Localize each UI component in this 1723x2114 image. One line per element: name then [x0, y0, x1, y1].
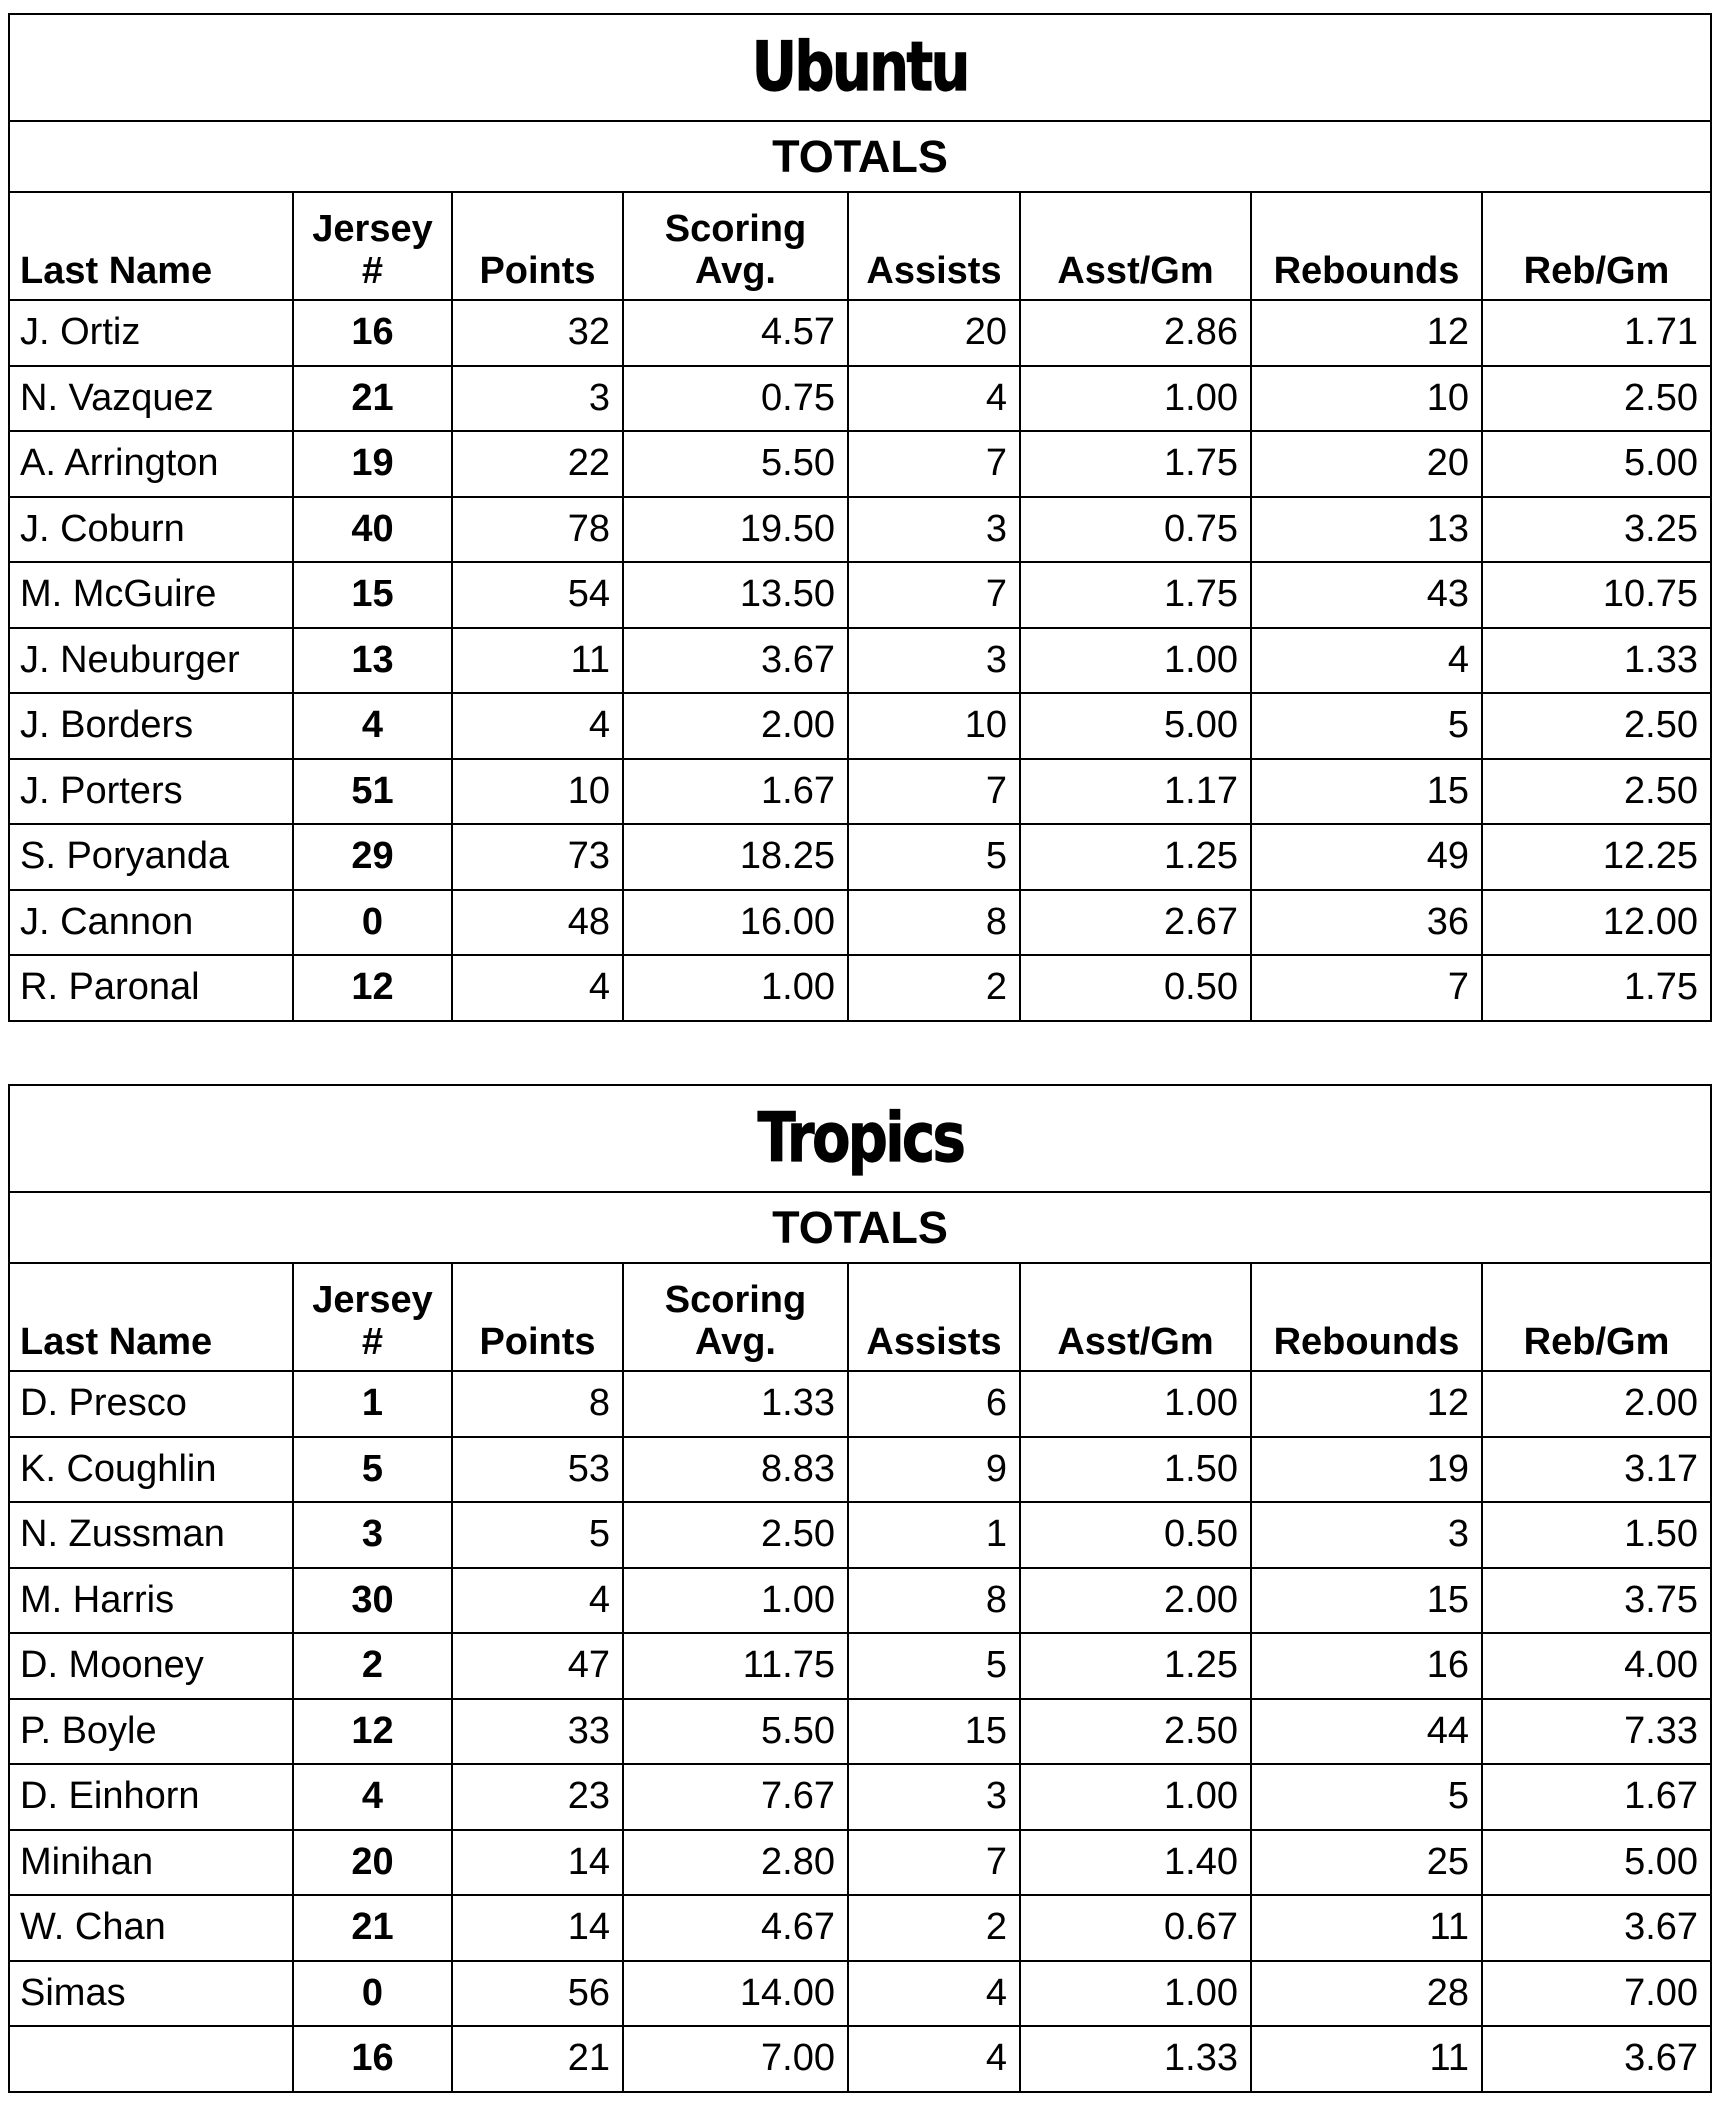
points-cell: 32	[452, 300, 623, 366]
jersey-number-cell: 13	[293, 628, 452, 694]
rebounds-per-game-cell: 2.50	[1482, 759, 1711, 825]
column-header-text: Reb/Gm	[1523, 250, 1670, 293]
assists-cell: 6	[848, 1371, 1020, 1437]
assists-cell: 5	[848, 824, 1020, 890]
rebounds-per-game-cell: 3.67	[1482, 2026, 1711, 2092]
assists-per-game-cell: 2.00	[1020, 1568, 1251, 1634]
scoring-avg-cell: 1.33	[623, 1371, 848, 1437]
assists-per-game-cell: 1.00	[1020, 1764, 1251, 1830]
table-row	[9, 955, 1711, 1021]
column-header-text: Reb/Gm	[1523, 1321, 1670, 1364]
jersey-number-cell: 4	[293, 693, 452, 759]
scoring-avg-cell: 1.00	[623, 1568, 848, 1634]
column-header-row	[9, 192, 1711, 300]
jersey-number-cell: 51	[293, 759, 452, 825]
assists-cell: 3	[848, 1764, 1020, 1830]
assists-per-game-cell: 1.00	[1020, 366, 1251, 432]
assists-per-game-cell: 2.86	[1020, 300, 1251, 366]
player-name-cell: P. Boyle	[9, 1699, 293, 1765]
player-name-cell: D. Presco	[9, 1371, 293, 1437]
table-row	[9, 628, 1711, 694]
column-header-text: #	[361, 250, 384, 293]
column-header-assists-per-game	[1020, 1263, 1251, 1371]
points-cell: 10	[452, 759, 623, 825]
assists-cell: 7	[848, 431, 1020, 497]
column-header-rebounds-per-game	[1482, 192, 1711, 300]
rebounds-cell: 49	[1251, 824, 1482, 890]
assists-per-game-cell: 1.00	[1020, 1371, 1251, 1437]
jersey-number-cell: 40	[293, 497, 452, 563]
column-header-row	[9, 1263, 1711, 1371]
scoring-avg-cell: 4.67	[623, 1895, 848, 1961]
jersey-number-cell: 0	[293, 1961, 452, 2027]
assists-per-game-cell: 0.50	[1020, 955, 1251, 1021]
assists-per-game-cell: 1.50	[1020, 1437, 1251, 1503]
table-row	[9, 1568, 1711, 1634]
points-cell: 48	[452, 890, 623, 956]
points-cell: 78	[452, 497, 623, 563]
points-cell: 47	[452, 1633, 623, 1699]
rebounds-cell: 11	[1251, 1895, 1482, 1961]
rebounds-per-game-cell: 5.00	[1482, 431, 1711, 497]
jersey-number-cell: 4	[293, 1764, 452, 1830]
assists-cell: 4	[848, 366, 1020, 432]
scoring-avg-cell: 2.00	[623, 693, 848, 759]
column-header-text: Points	[479, 1321, 596, 1364]
column-header-text: #	[361, 1321, 384, 1364]
rebounds-cell: 4	[1251, 628, 1482, 694]
rebounds-cell: 25	[1251, 1830, 1482, 1896]
team-table-tropics	[8, 1084, 1712, 2093]
player-name-cell: J. Porters	[9, 759, 293, 825]
team-title-cell	[9, 14, 1711, 121]
assists-per-game-cell: 1.40	[1020, 1830, 1251, 1896]
table-row	[9, 693, 1711, 759]
rebounds-cell: 11	[1251, 2026, 1482, 2092]
rebounds-per-game-cell: 1.33	[1482, 628, 1711, 694]
scoring-avg-cell: 4.57	[623, 300, 848, 366]
rebounds-cell: 5	[1251, 693, 1482, 759]
rebounds-cell: 7	[1251, 955, 1482, 1021]
rebounds-per-game-cell: 2.50	[1482, 366, 1711, 432]
jersey-number-cell: 15	[293, 562, 452, 628]
jersey-number-cell: 12	[293, 955, 452, 1021]
points-cell: 56	[452, 1961, 623, 2027]
assists-cell: 7	[848, 562, 1020, 628]
points-cell: 11	[452, 628, 623, 694]
jersey-number-cell: 1	[293, 1371, 452, 1437]
points-cell: 33	[452, 1699, 623, 1765]
column-header-text: Asst/Gm	[1057, 250, 1214, 293]
assists-per-game-cell: 5.00	[1020, 693, 1251, 759]
jersey-number-cell: 5	[293, 1437, 452, 1503]
table-row	[9, 1699, 1711, 1765]
team-title: Ubuntu	[751, 28, 969, 107]
rebounds-per-game-cell: 1.67	[1482, 1764, 1711, 1830]
column-header-scoring-avg	[623, 192, 848, 300]
rebounds-cell: 44	[1251, 1699, 1482, 1765]
assists-cell: 4	[848, 1961, 1020, 2027]
player-name-cell: R. Paronal	[9, 955, 293, 1021]
rebounds-cell: 20	[1251, 431, 1482, 497]
rebounds-per-game-cell: 3.17	[1482, 1437, 1711, 1503]
player-name-cell: J. Cannon	[9, 890, 293, 956]
player-name-cell: D. Einhorn	[9, 1764, 293, 1830]
table-row	[9, 1830, 1711, 1896]
assists-per-game-cell: 1.00	[1020, 628, 1251, 694]
assists-per-game-cell: 2.67	[1020, 890, 1251, 956]
assists-cell: 3	[848, 628, 1020, 694]
assists-cell: 7	[848, 1830, 1020, 1896]
table-row	[9, 759, 1711, 825]
player-name-cell: J. Coburn	[9, 497, 293, 563]
column-header-rebounds	[1251, 1263, 1482, 1371]
jersey-number-cell: 0	[293, 890, 452, 956]
rebounds-per-game-cell: 1.71	[1482, 300, 1711, 366]
scoring-avg-cell: 1.67	[623, 759, 848, 825]
assists-cell: 10	[848, 693, 1020, 759]
assists-per-game-cell: 0.50	[1020, 1502, 1251, 1568]
table-row	[9, 497, 1711, 563]
assists-per-game-cell: 2.50	[1020, 1699, 1251, 1765]
points-cell: 23	[452, 1764, 623, 1830]
table-row	[9, 890, 1711, 956]
team-table-ubuntu	[8, 13, 1712, 1022]
player-name-cell: K. Coughlin	[9, 1437, 293, 1503]
column-header-scoring-avg	[623, 1263, 848, 1371]
column-header-points	[452, 1263, 623, 1371]
jersey-number-cell: 19	[293, 431, 452, 497]
column-header-assists-per-game	[1020, 192, 1251, 300]
points-cell: 8	[452, 1371, 623, 1437]
scoring-avg-cell: 3.67	[623, 628, 848, 694]
rebounds-cell: 43	[1251, 562, 1482, 628]
column-header-text: Assists	[866, 250, 1002, 293]
player-name-cell: J. Borders	[9, 693, 293, 759]
column-header-player-name	[9, 1263, 293, 1371]
column-header-text: Avg.	[695, 1321, 776, 1364]
player-name-cell: N. Vazquez	[9, 366, 293, 432]
rebounds-per-game-cell: 12.00	[1482, 890, 1711, 956]
rebounds-cell: 12	[1251, 300, 1482, 366]
rebounds-cell: 16	[1251, 1633, 1482, 1699]
assists-per-game-cell: 1.75	[1020, 562, 1251, 628]
assists-per-game-cell: 1.33	[1020, 2026, 1251, 2092]
jersey-number-cell: 20	[293, 1830, 452, 1896]
column-header-text: Jersey	[312, 207, 433, 250]
column-header-text: Scoring	[664, 1278, 807, 1321]
column-header-text: Jersey	[312, 1278, 433, 1321]
jersey-number-cell: 30	[293, 1568, 452, 1634]
jersey-number-cell: 3	[293, 1502, 452, 1568]
assists-per-game-cell: 1.25	[1020, 1633, 1251, 1699]
rebounds-per-game-cell: 1.50	[1482, 1502, 1711, 1568]
scoring-avg-cell: 5.50	[623, 1699, 848, 1765]
column-header-assists	[848, 192, 1020, 300]
column-header-text: Scoring	[664, 207, 807, 250]
scoring-avg-cell: 2.80	[623, 1830, 848, 1896]
assists-cell: 2	[848, 955, 1020, 1021]
column-header-rebounds-per-game	[1482, 1263, 1711, 1371]
rebounds-per-game-cell: 7.00	[1482, 1961, 1711, 2027]
rebounds-per-game-cell: 2.50	[1482, 693, 1711, 759]
table-row	[9, 366, 1711, 432]
jersey-number-cell: 16	[293, 300, 452, 366]
assists-cell: 15	[848, 1699, 1020, 1765]
team-title: Tropics	[757, 1099, 963, 1178]
rebounds-cell: 28	[1251, 1961, 1482, 2027]
team-title-cell	[9, 1085, 1711, 1192]
scoring-avg-cell: 5.50	[623, 431, 848, 497]
rebounds-cell: 12	[1251, 1371, 1482, 1437]
assists-per-game-cell: 1.17	[1020, 759, 1251, 825]
rebounds-cell: 13	[1251, 497, 1482, 563]
points-cell: 21	[452, 2026, 623, 2092]
rebounds-cell: 3	[1251, 1502, 1482, 1568]
points-cell: 53	[452, 1437, 623, 1503]
rebounds-cell: 36	[1251, 890, 1482, 956]
jersey-number-cell: 12	[293, 1699, 452, 1765]
scoring-avg-cell: 0.75	[623, 366, 848, 432]
jersey-number-cell: 21	[293, 1895, 452, 1961]
jersey-number-cell: 29	[293, 824, 452, 890]
column-header-text: Avg.	[695, 250, 776, 293]
table-row	[9, 824, 1711, 890]
rebounds-per-game-cell: 2.00	[1482, 1371, 1711, 1437]
totals-label: TOTALS	[9, 121, 1711, 192]
column-header-text: Assists	[866, 1321, 1002, 1364]
player-name-cell: S. Poryanda	[9, 824, 293, 890]
table-row	[9, 2026, 1711, 2092]
assists-per-game-cell: 1.25	[1020, 824, 1251, 890]
jersey-number-cell: 2	[293, 1633, 452, 1699]
points-cell: 14	[452, 1830, 623, 1896]
points-cell: 4	[452, 1568, 623, 1634]
points-cell: 4	[452, 955, 623, 1021]
scoring-avg-cell: 7.67	[623, 1764, 848, 1830]
table-row	[9, 1961, 1711, 2027]
scoring-avg-cell: 13.50	[623, 562, 848, 628]
column-header-jersey-number	[293, 192, 452, 300]
column-header-text: Asst/Gm	[1057, 1321, 1214, 1364]
column-header-text: Points	[479, 250, 596, 293]
rebounds-cell: 10	[1251, 366, 1482, 432]
player-name-cell: A. Arrington	[9, 431, 293, 497]
scoring-avg-cell: 19.50	[623, 497, 848, 563]
points-cell: 5	[452, 1502, 623, 1568]
scoring-avg-cell: 8.83	[623, 1437, 848, 1503]
rebounds-cell: 19	[1251, 1437, 1482, 1503]
player-name-cell: M. Harris	[9, 1568, 293, 1634]
assists-cell: 4	[848, 2026, 1020, 2092]
column-header-jersey-number	[293, 1263, 452, 1371]
scoring-avg-cell: 14.00	[623, 1961, 848, 2027]
assists-cell: 8	[848, 1568, 1020, 1634]
table-row	[9, 1437, 1711, 1503]
scoring-avg-cell: 2.50	[623, 1502, 848, 1568]
table-row	[9, 1895, 1711, 1961]
table-row	[9, 1371, 1711, 1437]
column-header-text: Rebounds	[1273, 250, 1460, 293]
column-header-rebounds	[1251, 192, 1482, 300]
rebounds-per-game-cell: 1.75	[1482, 955, 1711, 1021]
rebounds-per-game-cell: 10.75	[1482, 562, 1711, 628]
scoring-avg-cell: 11.75	[623, 1633, 848, 1699]
player-name-cell: J. Ortiz	[9, 300, 293, 366]
rebounds-per-game-cell: 7.33	[1482, 1699, 1711, 1765]
table-row	[9, 431, 1711, 497]
scoring-avg-cell: 16.00	[623, 890, 848, 956]
assists-cell: 8	[848, 890, 1020, 956]
jersey-number-cell: 16	[293, 2026, 452, 2092]
rebounds-cell: 15	[1251, 759, 1482, 825]
table-row	[9, 300, 1711, 366]
column-header-assists	[848, 1263, 1020, 1371]
table-row	[9, 1502, 1711, 1568]
jersey-number-cell: 21	[293, 366, 452, 432]
points-cell: 4	[452, 693, 623, 759]
assists-per-game-cell: 1.00	[1020, 1961, 1251, 2027]
player-name-cell: M. McGuire	[9, 562, 293, 628]
player-name-cell: W. Chan	[9, 1895, 293, 1961]
rebounds-per-game-cell: 3.67	[1482, 1895, 1711, 1961]
assists-cell: 9	[848, 1437, 1020, 1503]
scoring-avg-cell: 1.00	[623, 955, 848, 1021]
points-cell: 22	[452, 431, 623, 497]
column-header-player-name	[9, 192, 293, 300]
rebounds-per-game-cell: 3.25	[1482, 497, 1711, 563]
assists-cell: 5	[848, 1633, 1020, 1699]
player-name-cell: N. Zussman	[9, 1502, 293, 1568]
assists-cell: 2	[848, 1895, 1020, 1961]
player-name-cell: D. Mooney	[9, 1633, 293, 1699]
assists-cell: 20	[848, 300, 1020, 366]
player-name-cell	[9, 2026, 293, 2092]
column-header-points	[452, 192, 623, 300]
rebounds-cell: 15	[1251, 1568, 1482, 1634]
assists-cell: 7	[848, 759, 1020, 825]
totals-label: TOTALS	[9, 1192, 1711, 1263]
assists-per-game-cell: 0.67	[1020, 1895, 1251, 1961]
assists-cell: 1	[848, 1502, 1020, 1568]
rebounds-per-game-cell: 12.25	[1482, 824, 1711, 890]
points-cell: 73	[452, 824, 623, 890]
rebounds-cell: 5	[1251, 1764, 1482, 1830]
rebounds-per-game-cell: 5.00	[1482, 1830, 1711, 1896]
column-header-text: Last Name	[20, 250, 213, 293]
rebounds-per-game-cell: 3.75	[1482, 1568, 1711, 1634]
table-row	[9, 562, 1711, 628]
scoring-avg-cell: 7.00	[623, 2026, 848, 2092]
player-name-cell: Minihan	[9, 1830, 293, 1896]
points-cell: 14	[452, 1895, 623, 1961]
player-name-cell: Simas	[9, 1961, 293, 2027]
rebounds-per-game-cell: 4.00	[1482, 1633, 1711, 1699]
scoring-avg-cell: 18.25	[623, 824, 848, 890]
column-header-text: Last Name	[20, 1321, 213, 1364]
column-header-text: Rebounds	[1273, 1321, 1460, 1364]
table-row	[9, 1764, 1711, 1830]
assists-per-game-cell: 0.75	[1020, 497, 1251, 563]
table-row	[9, 1633, 1711, 1699]
points-cell: 54	[452, 562, 623, 628]
points-cell: 3	[452, 366, 623, 432]
assists-per-game-cell: 1.75	[1020, 431, 1251, 497]
assists-cell: 3	[848, 497, 1020, 563]
player-name-cell: J. Neuburger	[9, 628, 293, 694]
